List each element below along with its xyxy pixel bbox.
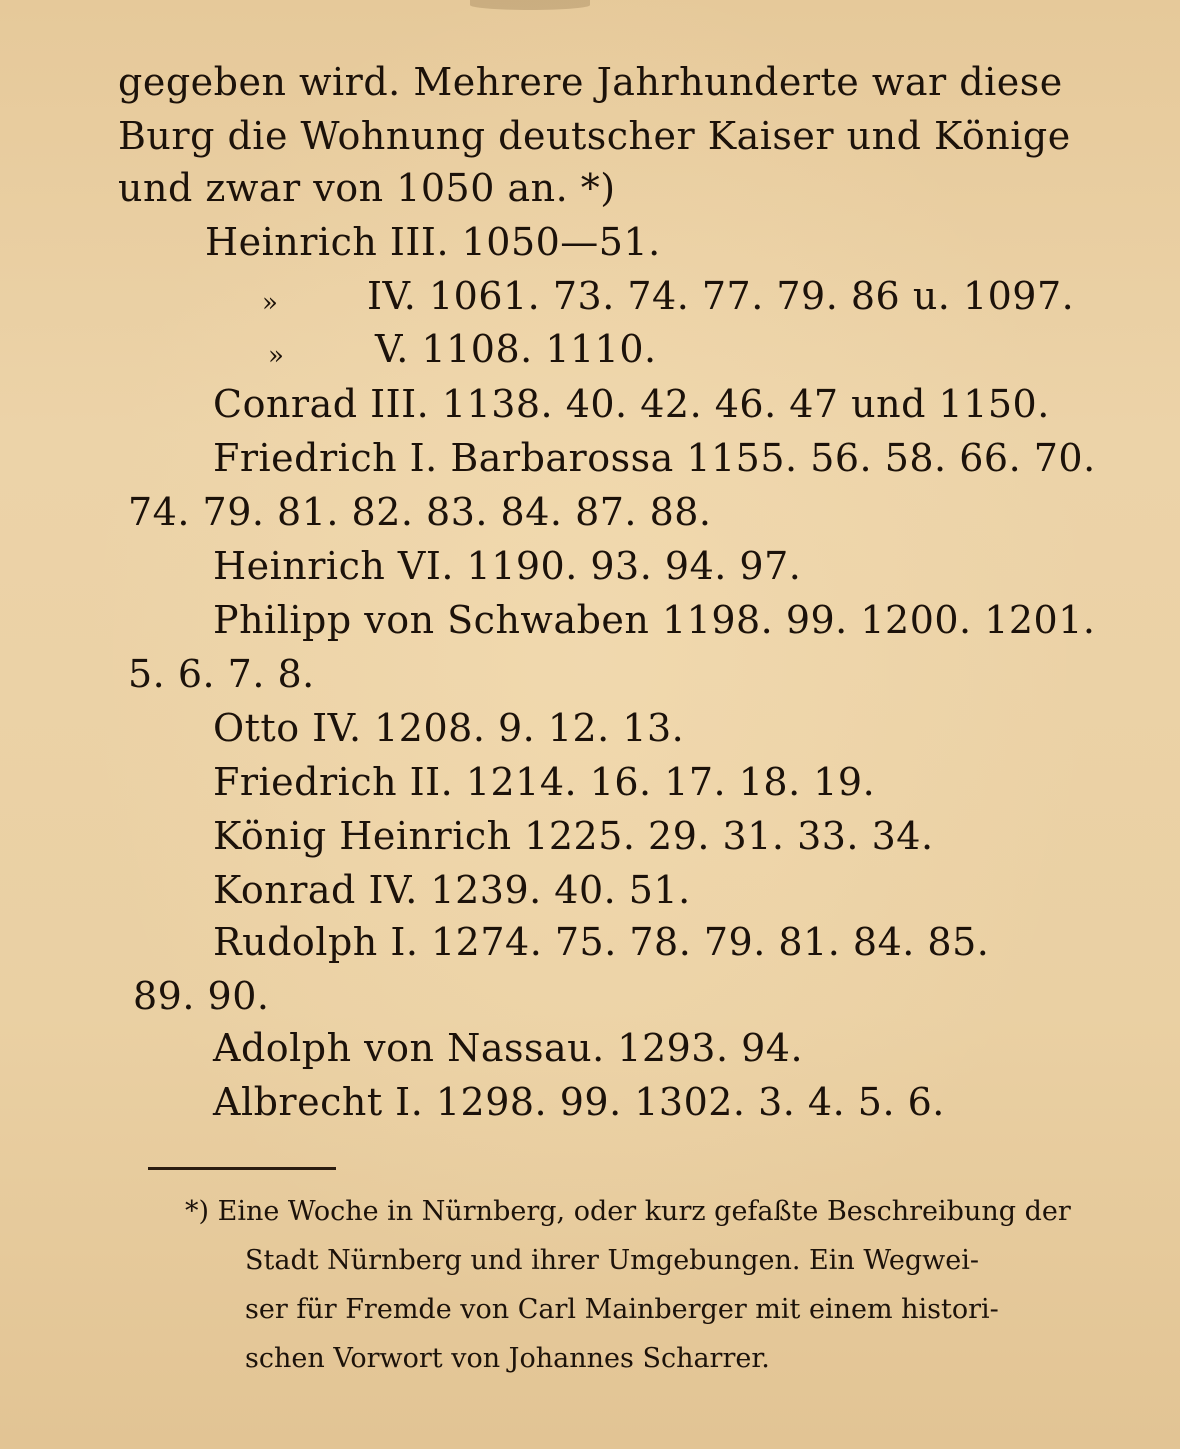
- body-line-16: Konrad IV. 1239. 40. 51.: [213, 868, 691, 912]
- body-line-11: Philipp von Schwaben 1198. 99. 1200. 1201.: [213, 598, 1096, 642]
- body-line-17: Rudolph I. 1274. 75. 78. 79. 81. 84. 85.: [213, 920, 990, 964]
- body-line-2: Burg die Wohnung deutscher Kaiser und Könige: [118, 114, 1071, 158]
- ditto-mark-1: »: [262, 288, 278, 318]
- body-line-10: Heinrich VI. 1190. 93. 94. 97.: [213, 544, 802, 588]
- body-line-14: Friedrich II. 1214. 16. 17. 18. 19.: [213, 760, 876, 804]
- body-line-3: und zwar von 1050 an. *): [118, 166, 616, 210]
- body-line-6: V. 1108. 1110.: [375, 327, 657, 371]
- body-line-18: 89. 90.: [133, 974, 270, 1018]
- body-line-13: Otto IV. 1208. 9. 12. 13.: [213, 706, 685, 750]
- body-line-19: Adolph von Nassau. 1293. 94.: [213, 1026, 804, 1070]
- footnote-line-1: *) Eine Woche in Nürnberg, oder kurz gefaßte Beschreibung der: [185, 1196, 1071, 1227]
- body-line-15: König Heinrich 1225. 29. 31. 33. 34.: [213, 814, 934, 858]
- body-line-9: 74. 79. 81. 82. 83. 84. 87. 88.: [128, 490, 712, 534]
- body-line-12: 5. 6. 7. 8.: [128, 652, 315, 696]
- body-line-5: IV. 1061. 73. 74. 77. 79. 86 u. 1097.: [367, 274, 1075, 318]
- body-line-4: Heinrich III. 1050—51.: [205, 220, 661, 264]
- body-line-7: Conrad III. 1138. 40. 42. 46. 47 und 1150.: [213, 382, 1050, 426]
- body-line-8: Friedrich I. Barbarossa 1155. 56. 58. 66. 70.: [213, 436, 1096, 480]
- footnote-line-2: Stadt Nürnberg und ihrer Umgebungen. Ein Wegwei-: [245, 1245, 980, 1276]
- page-top-stain: [470, 0, 590, 10]
- body-line-20: Albrecht I. 1298. 99. 1302. 3. 4. 5. 6.: [213, 1080, 945, 1124]
- footnote-line-3: ser für Fremde von Carl Mainberger mit einem histori-: [245, 1294, 999, 1325]
- footnote-line-4: schen Vorwort von Johannes Scharrer.: [245, 1343, 770, 1374]
- footnote-divider: [148, 1167, 336, 1170]
- ditto-mark-2: »: [268, 341, 284, 371]
- body-line-1: gegeben wird. Mehrere Jahrhunderte war diese: [118, 60, 1063, 104]
